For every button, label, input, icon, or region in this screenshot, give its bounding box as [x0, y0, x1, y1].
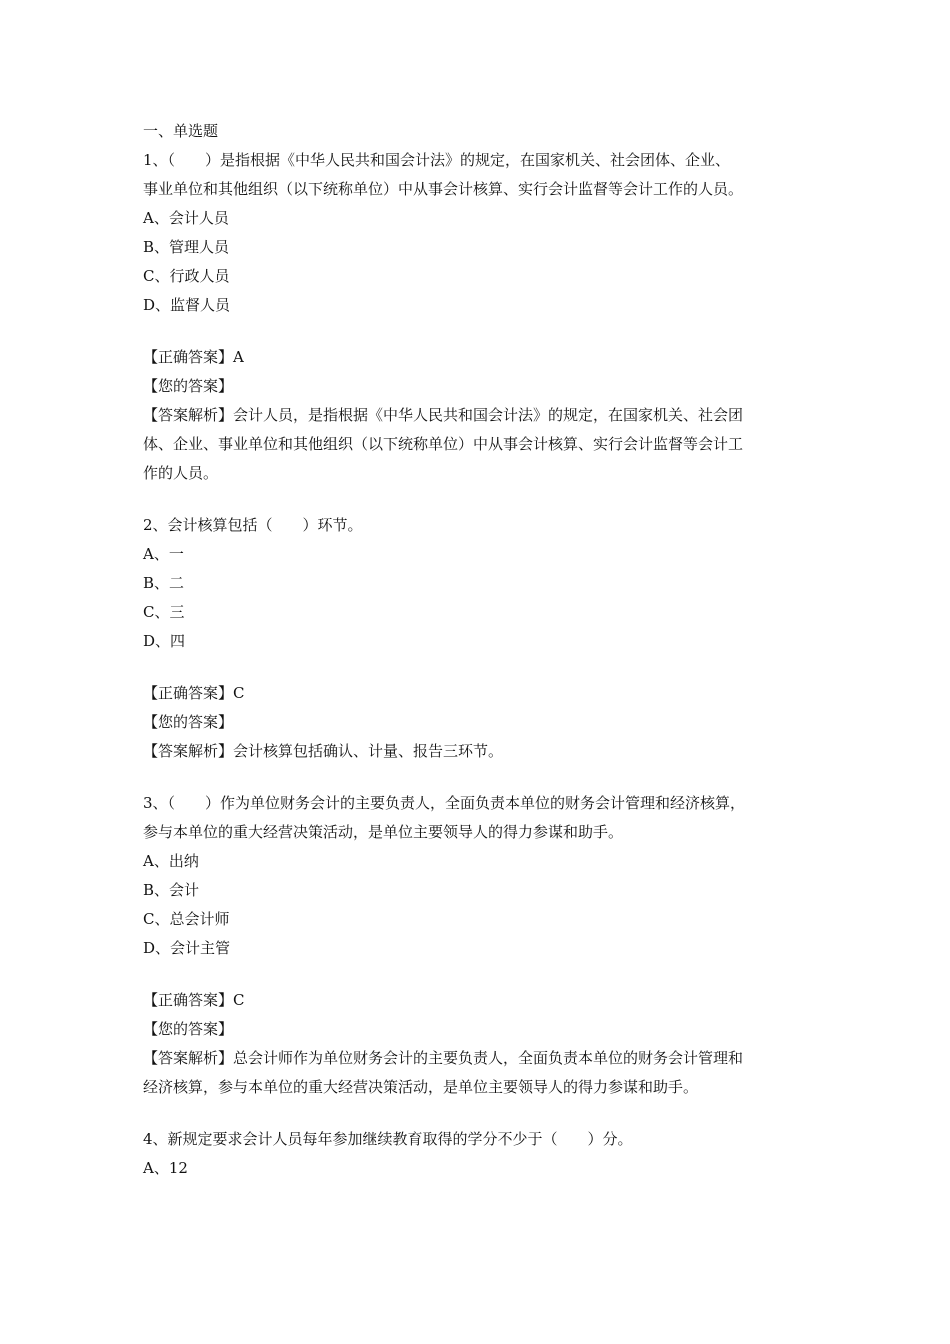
option-a: A、出纳: [143, 852, 199, 870]
answer-analysis-line: 经济核算，参与本单位的重大经营决策活动，是单位主要领导人的得力参谋和助手。: [143, 1078, 699, 1096]
question-stem-line: 参与本单位的重大经营决策活动，是单位主要领导人的得力参谋和助手。: [143, 823, 624, 841]
question-stem-line: 事业单位和其他组织（以下统称单位）中从事会计核算、实行会计监督等会计工作的人员。: [143, 180, 744, 198]
your-answer: 【您的答案】: [143, 713, 234, 731]
question-3: [143, 789, 823, 1102]
question-stem-line: 4、新规定要求会计人员每年参加继续教育取得的学分不少于（ ）分。: [143, 1130, 633, 1148]
option-c: C、总会计师: [143, 910, 230, 928]
option-a: A、会计人员: [143, 209, 229, 227]
option-b: B、二: [143, 574, 185, 592]
answer-analysis-line: 【答案解析】总会计师作为单位财务会计的主要负责人，全面负责本单位的财务会计管理和: [143, 1049, 744, 1067]
question-stem-line: 3、（ ）作为单位财务会计的主要负责人，全面负责本单位的财务会计管理和经济核算，: [143, 794, 746, 812]
answer-analysis-line: 【答案解析】会计人员，是指根据《中华人民共和国会计法》的规定，在国家机关、社会团: [143, 406, 744, 424]
correct-answer: 【正确答案】C: [143, 991, 245, 1009]
question-stem-line: 1、（ ）是指根据《中华人民共和国会计法》的规定，在国家机关、社会团体、企业、: [143, 151, 731, 169]
question-1: [143, 146, 823, 488]
answer-analysis-line: 体、企业、事业单位和其他组织（以下统称单位）中从事会计核算、实行会计监督等会计工: [143, 435, 744, 453]
option-b: B、管理人员: [143, 238, 230, 256]
option-b: B、会计: [143, 881, 200, 899]
option-d: D、四: [143, 632, 186, 650]
correct-answer: 【正确答案】A: [143, 348, 244, 366]
option-a: A、12: [143, 1159, 188, 1177]
option-a: A、一: [143, 545, 184, 563]
answer-analysis-line: 【答案解析】会计核算包括确认、计量、报告三环节。: [143, 742, 504, 760]
question-4: [143, 1125, 823, 1183]
your-answer: 【您的答案】: [143, 1020, 234, 1038]
answer-analysis-line: 作的人员。: [143, 464, 219, 482]
option-d: D、会计主管: [143, 939, 231, 957]
question-stem-line: 2、会计核算包括（ ）环节。: [143, 516, 363, 534]
your-answer: 【您的答案】: [143, 377, 234, 395]
correct-answer: 【正确答案】C: [143, 684, 245, 702]
section-title: 一、单选题: [143, 122, 219, 140]
option-c: C、行政人员: [143, 267, 230, 285]
document-body: [143, 117, 823, 1183]
option-d: D、监督人员: [143, 296, 231, 314]
question-2: [143, 511, 823, 766]
option-c: C、三: [143, 603, 185, 621]
